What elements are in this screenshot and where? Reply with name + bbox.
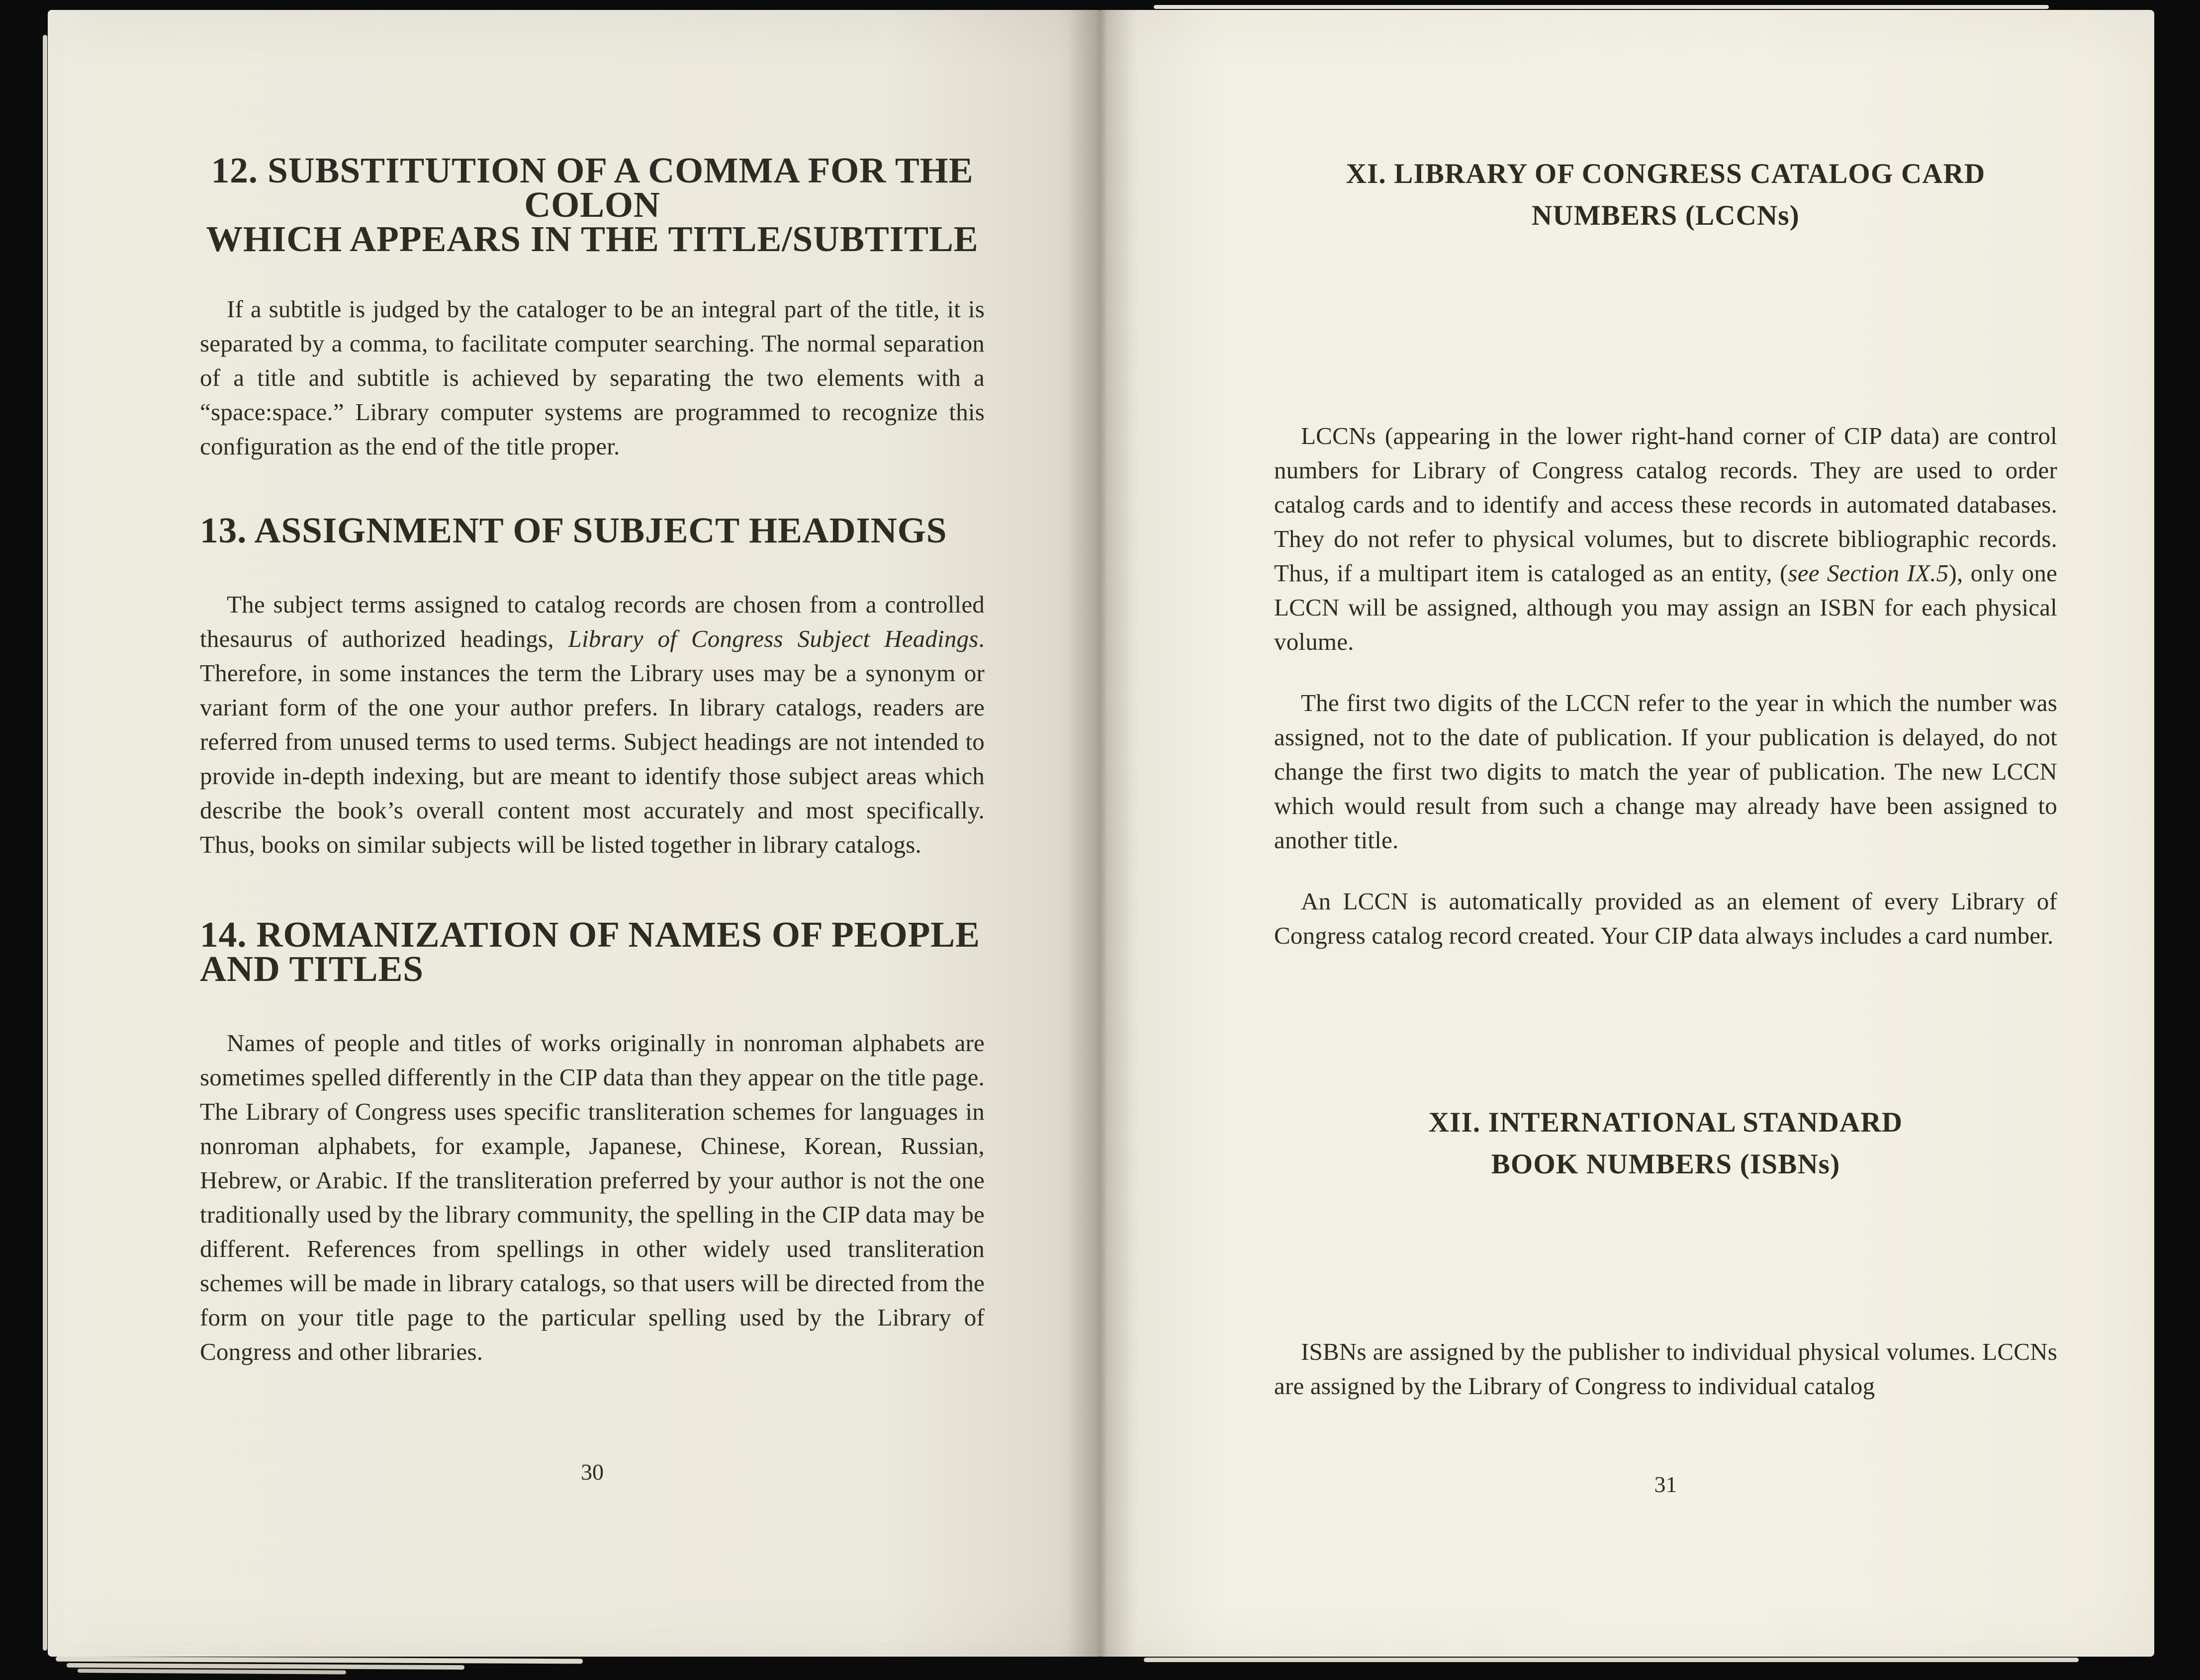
section-xii-heading-line-2: BOOK NUMBERS (ISBNs): [1491, 1149, 1840, 1180]
section-12-heading-line-1: 12. SUBSTITUTION OF A COMMA FOR THE COLON: [211, 150, 974, 225]
italic-section-reference: see Section IX.5: [1788, 559, 1949, 587]
lccn-paragraph-1-text: LCCNs (appearing in the lower right-hand corner of CIP data) are control numbers for Library of Congress catalog records. They are used to order catalog cards and to identify and access these records in automated databases. They do not refer to physical volumes, but to discrete bibliographic records. Thus, if a multipart item is cataloged as an entity, (: [1274, 422, 2057, 587]
section-12-heading-line-2: WHICH APPEARS IN THE TITLE/SUBTITLE: [206, 219, 979, 259]
section-12-paragraph: If a subtitle is judged by the cataloger to be an integral part of the title, it is separated by a comma, to facilitate computer searching. The normal separation of a title and subtitle is achieved by separating the two elements with a “space:space.” Library computer systems are programmed to recognize this configuration as the end of the title proper.: [200, 295, 985, 460]
page-left-content: [200, 150, 985, 1369]
italic-book-title: Library of Congress Subject Headings: [568, 625, 979, 652]
section-14-paragraph: Names of people and titles of works originally in nonroman alphabets are sometimes spelled differently in the CIP data than they appear on the title page. The Library of Congress uses specific transliteration schemes for languages in nonroman alphabets, for example, Japanese, Chinese, Korean, Russian, Hebrew, or Arabic. If the transliteration preferred by your author is not the one traditionally used by the library community, the spelling in the CIP data may be different. References from spellings in other widely used transliteration schemes will be made in library catalogs, so that users will be directed from the form on your title page to the particular spelling used by the Library of Congress and other libraries.: [200, 1029, 985, 1365]
right-page-bottom-edge: [1144, 1658, 2079, 1662]
section-xii-heading: [1274, 1102, 2057, 1185]
section-xi-heading-line-1: XI. LIBRARY OF CONGRESS CATALOG CARD: [1346, 158, 1986, 189]
section-14-heading: 14. ROMANIZATION OF NAMES OF PEOPLE AND TITLES: [200, 914, 980, 989]
page-right: [1100, 10, 2154, 1657]
page-number-right: 31: [1654, 1472, 1677, 1497]
lccn-paragraph-1-text-cont: ), only one LCCN will be assigned, although you may assign an ISBN for each physical volume.: [1274, 559, 2057, 655]
lccn-paragraph-1: [1274, 419, 2057, 659]
page-stack-left-edge: [43, 35, 47, 1651]
section-xii-heading-line-1: XII. INTERNATIONAL STANDARD: [1428, 1107, 1903, 1138]
lccn-paragraph-3: An LCCN is automatically provided as an element of every Library of Congress catalog record created. Your CIP data always includes a card number.: [1274, 887, 2057, 949]
page-number-left: 30: [581, 1459, 604, 1485]
section-12-heading: [200, 150, 985, 259]
section-xi-heading: [1274, 153, 2057, 237]
right-page-top-edge: [1154, 5, 2049, 9]
section-xi-heading-line-2: NUMBERS (LCCNs): [1532, 200, 1800, 231]
page-stack-bottom-edge-3: [78, 1669, 346, 1674]
page-stack-bottom-edge-1: [56, 1657, 583, 1664]
lccn-paragraph-2: The first two digits of the LCCN refer to the year in which the number was assigned, not to the date of publication. If your publication is delayed, do not change the first two digits to match the year of publication. The new LCCN which would result from such a change may already have been assigned to another title.: [1274, 689, 2057, 854]
section-13-heading: 13. ASSIGNMENT OF SUBJECT HEADINGS: [200, 510, 947, 550]
page-left: [48, 10, 1100, 1657]
section-13-paragraph-text-cont: . Therefore, in some instances the term the Library uses may be a synonym or variant form of the one your author prefers. In library catalogs, readers are referred from unused terms to used terms. Subject headings are not intended to provide in-depth indexing, but are meant to identify those subject areas which describe the book’s overall content most accurately and most specifically. Thus, books on similar subjects will be listed together in library catalogs.: [200, 625, 985, 858]
section-13-paragraph: [200, 587, 985, 862]
isbn-paragraph: ISBNs are assigned by the publisher to individual physical volumes. LCCNs are assigned by the Library of Congress to individual catalog: [1274, 1338, 2057, 1400]
section-13-paragraph-text: The subject terms assigned to catalog records are chosen from a controlled thesaurus of authorized headings,: [200, 591, 985, 652]
page-right-content: [1274, 153, 2057, 1403]
